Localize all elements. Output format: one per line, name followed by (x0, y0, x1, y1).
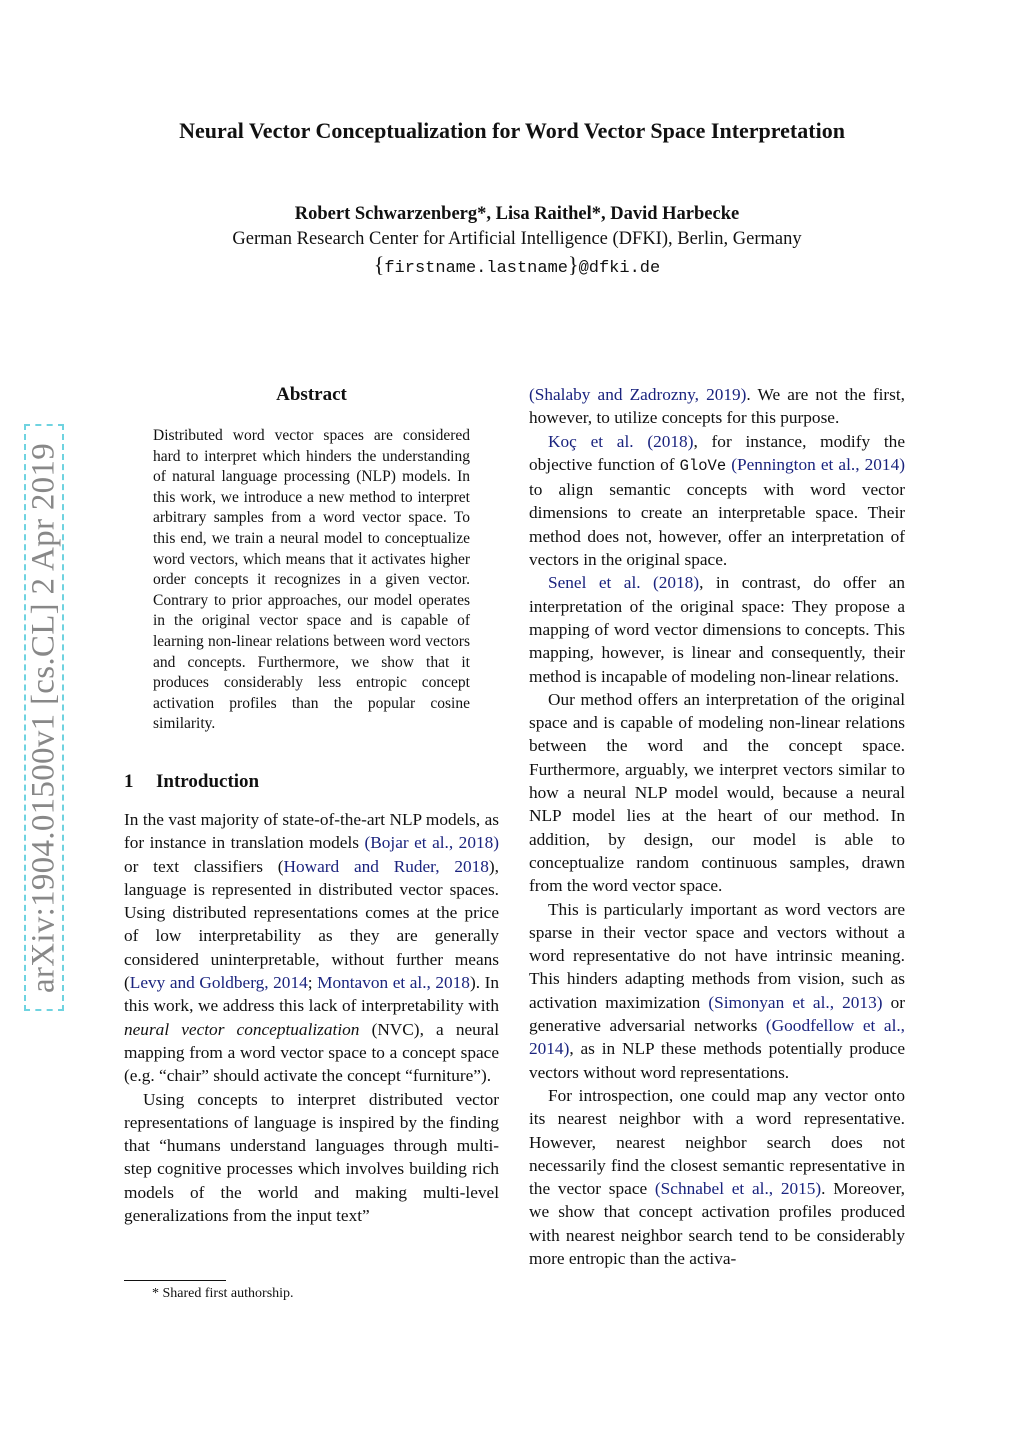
intro-paragraph-7: This is particularly important as word vectors are sparse in their vector space and vectors without a word representative do not have intrinsic meaning. This hinders adapting methods from vision, such as activation maximization (Simonyan et al., 2013) or generative adversarial networks (Goodfellow et al., 2014), as in NLP these methods potentially produce vectors without word representations. (529, 899, 906, 1082)
citation-link[interactable]: Senel et al. (2018) (548, 573, 700, 593)
citation-link[interactable]: (Simonyan et al., 2013) (708, 992, 883, 1012)
right-column (529, 383, 905, 1270)
footnote: * Shared first authorship. (152, 1286, 294, 1301)
citation-link[interactable]: (Goodfellow et al., 2014) (529, 1016, 906, 1059)
intro-paragraph-2: Using concepts to interpret distributed vector representations of language is inspired by the finding that “humans understand languages through multi-step cognitive processes which involves building rich models of the world and making multi-level generalizations from the input text” (124, 1089, 499, 1226)
intro-paragraph-6: Our method offers an interpretation of the original space and is capable of modeling non-linear relations between the word and the concept space. Furthermore, arguably, we interpret vectors similar to how a neural NLP model would, because a neural NLP model lies at the heart of our method. In addition, by design, our model is able to conceptualize random continuous samples, drawn from the word vector space. (529, 689, 905, 896)
citation-link[interactable]: Montavon et al., 2018 (317, 973, 470, 993)
citation-link[interactable]: (Schnabel et al., 2015) (654, 1179, 822, 1199)
affiliation: German Research Center for Artificial Intelligence (DFKI), Berlin, Germany (232, 229, 802, 249)
footnote-rule (124, 1280, 226, 1281)
arxiv-stamp-text: arXiv:1904.01500v1 [cs.CL] 2 Apr 2019 (25, 442, 62, 993)
paper-title: Neural Vector Conceptualization for Word Vector Space Interpretation (179, 118, 845, 143)
citation-link[interactable]: Howard and Ruder, 2018 (283, 856, 489, 876)
citation-link[interactable]: (Shalaby and Zadrozny, 2019) (529, 385, 747, 404)
intro-paragraph-4: Koç et al. (2018), for instance, modify the objective function of GloVe (Pennington et al., 2014) to align semantic concepts with word vector dimensions to create an interpretable space. Their method does not, however, offer an interpretation of vectors in the original space. (529, 431, 905, 570)
author-email: {firstname.lastname}@dfki.de (373, 252, 661, 278)
left-column (124, 808, 499, 1227)
citation-link[interactable]: Koç et al. (2018) (548, 431, 694, 451)
author-list: Robert Schwarzenberg*, Lisa Raithel*, David Harbecke (294, 204, 740, 224)
citation-link[interactable]: (Pennington et al., 2014) (731, 454, 905, 474)
intro-paragraph-5: Senel et al. (2018), in contrast, do offer an interpretation of the original space: They propose a mapping of word vector dimensions to concepts. This mapping, however, is linear and consequently, their method is incapable of modeling non-linear relations. (529, 573, 905, 686)
section-heading: 1 Introduction (124, 771, 260, 792)
abstract-heading: Abstract (276, 384, 347, 405)
intro-paragraph-8: For introspection, one could map any vector onto its nearest neighbor with a word representative. However, nearest neighbor search does not necessarily find the closest semantic representative in the vector space (Schnabel et al., 2015). Moreover, we show that concept activation profiles produced with nearest neighbor search tend to be considerably more entropic than the activa- (529, 1085, 905, 1268)
citation-link[interactable]: (Bojar et al., 2018) (364, 833, 499, 853)
intro-paragraph-3: (Shalaby and Zadrozny, 2019). We are not the first, however, to utilize concepts for this purpose. (529, 385, 905, 428)
citation-link[interactable]: Levy and Goldberg, 2014 (129, 973, 308, 993)
intro-paragraph-1: In the vast majority of state-of-the-art NLP models, as for instance in translation models (Bojar et al., 2018) or text classifiers (Howard and Ruder, 2018), language is represented in distributed vector spaces. Using distributed representations comes at the price of low interpretability as they are generally considered uninterpretable, without further means (Levy and Goldberg, 2014; Montavon et al., 2018). In this work, we address this lack of interpretability with neural vector conceptualization (NVC), a neural mapping from a word vector space to a concept space (e.g. “chair” should activate the concept “furniture”). (124, 810, 499, 1086)
abstract-text: Distributed word vector spaces are considered hard to interpret which hinders the understanding of natural language processing (NLP) models. In this work, we introduce a new method to interpret arbitrary samples from a word vector space. To this end, we train a neural model to conceptualize word vectors, which means that it activates higher order concepts it recognizes in a given vector. Contrary to prior approaches, our model operates in the original vector space and is capable of learning non-linear relations between word vectors and concepts. Furthermore, we show that it produces considerably less entropic concept activation profiles than the popular cosine similarity. (153, 427, 470, 733)
arxiv-stamp (24, 424, 64, 1011)
